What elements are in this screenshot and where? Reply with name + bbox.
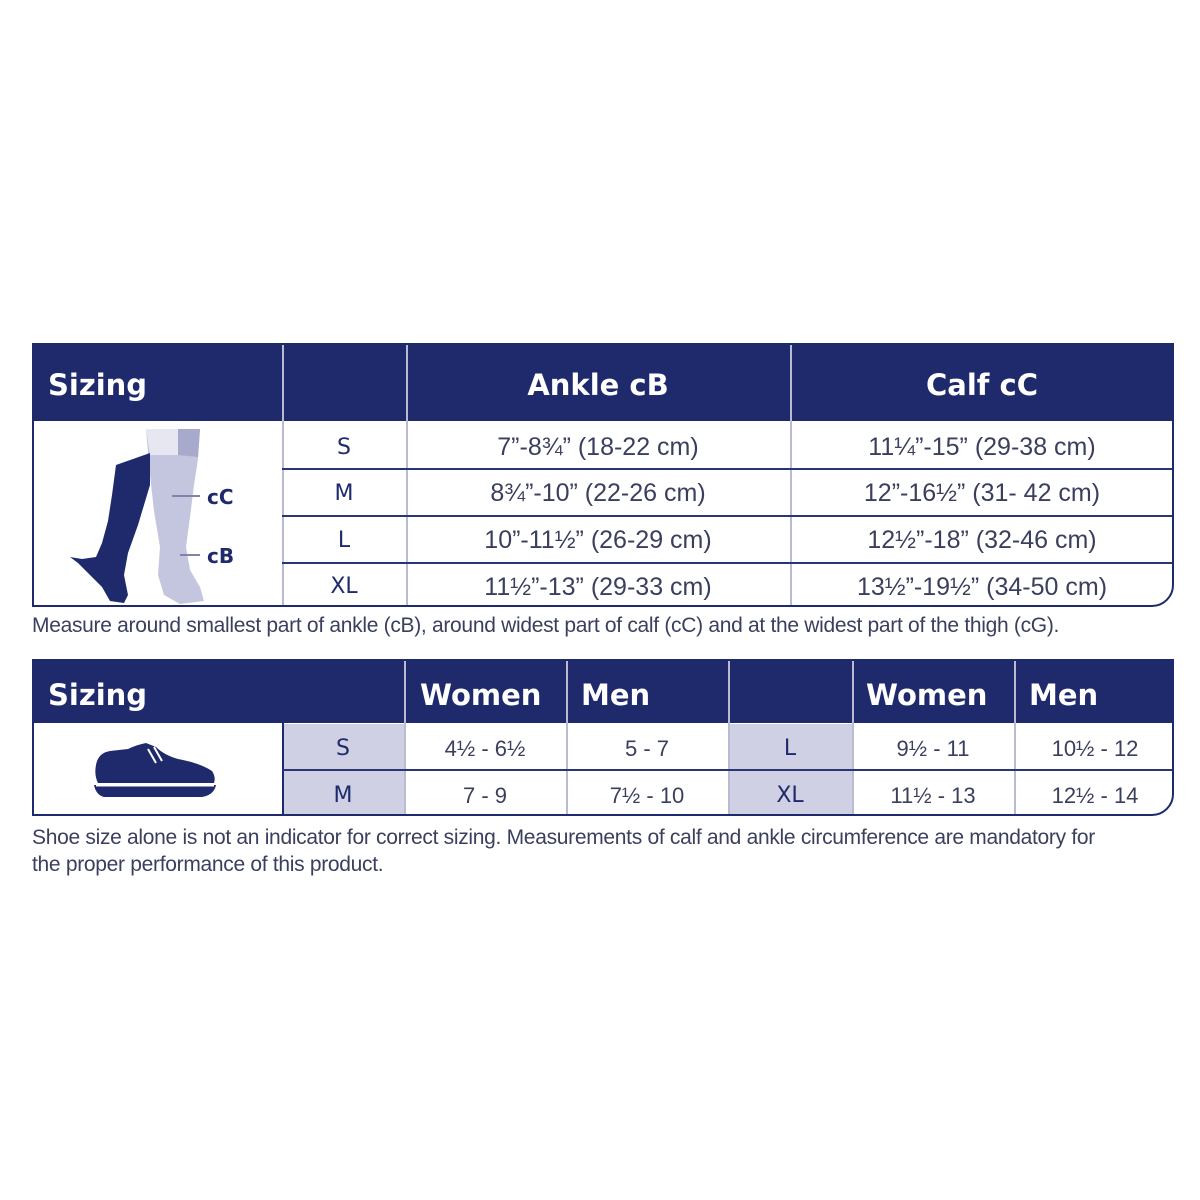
- col-divider: [282, 345, 284, 605]
- header-women-2: Women: [866, 678, 988, 712]
- measurement-note: Measure around smallest part of ankle (cB), around widest part of calf (cC) and at the widest part of the thigh (cG).: [32, 614, 1060, 637]
- men-size-s: 5 - 7: [624, 736, 670, 761]
- table-header: [34, 345, 1172, 421]
- women-size-s: 4½ - 6½: [444, 736, 526, 761]
- size-m: M: [333, 783, 353, 808]
- size-l: L: [783, 736, 797, 761]
- header-men-2: Men: [1029, 678, 1099, 712]
- shoe-size-note-line-1: Shoe size alone is not an indicator for correct sizing. Measurements of calf and ankle circumference are mandatory for: [32, 826, 1095, 849]
- men-size-xl: 12½ - 14: [1051, 783, 1139, 808]
- compression-stocking-leg-icon: [54, 425, 274, 607]
- header-sizing: Sizing: [48, 368, 148, 402]
- col-divider: [406, 345, 408, 605]
- size-m: M: [334, 481, 354, 506]
- table-header: [34, 661, 1172, 723]
- ankle-range-l: 10”-11½” (26-29 cm): [484, 526, 712, 554]
- women-size-m: 7 - 9: [462, 783, 508, 808]
- calf-range-xl: 13½”-19½” (34-50 cm): [856, 573, 1108, 601]
- calf-measure-label: cC: [207, 485, 234, 509]
- header-men-1: Men: [581, 678, 651, 712]
- ankle-measure-label: cB: [207, 544, 235, 568]
- calf-range-m: 12”-16½” (31- 42 cm): [863, 479, 1101, 507]
- shoe-size-note-line-2: the proper performance of this product.: [32, 853, 384, 876]
- size-s: S: [337, 435, 351, 460]
- col-divider: [790, 345, 792, 605]
- header-women-1: Women: [420, 678, 542, 712]
- size-xl: XL: [776, 783, 804, 808]
- header-ankle: Ankle cB: [527, 368, 669, 402]
- size-s: S: [336, 736, 350, 761]
- size-xl: XL: [330, 574, 358, 599]
- row-divider: [282, 562, 1172, 564]
- sizing-table-shoe: [32, 659, 1174, 816]
- men-size-l: 10½ - 12: [1051, 736, 1139, 761]
- sizing-table-circumference: [32, 343, 1174, 607]
- ankle-range-m: 8¾”-10” (22-26 cm): [490, 479, 706, 507]
- ankle-range-xl: 11½”-13” (29-33 cm): [484, 573, 712, 601]
- row-divider: [282, 769, 1172, 771]
- size-l: L: [337, 528, 351, 553]
- header-calf: Calf cC: [926, 368, 1038, 402]
- calf-range-l: 12½”-18” (32-46 cm): [867, 526, 1097, 554]
- calf-range-s: 11¼”-15” (29-38 cm): [868, 433, 1096, 461]
- row-divider: [282, 468, 1172, 470]
- ankle-range-s: 7”-8¾” (18-22 cm): [497, 433, 699, 461]
- header-sizing: Sizing: [48, 678, 148, 712]
- women-size-xl: 11½ - 13: [890, 783, 976, 808]
- men-size-m: 7½ - 10: [609, 783, 685, 808]
- row-divider: [282, 515, 1172, 517]
- women-size-l: 9½ - 11: [896, 736, 970, 761]
- shoe-icon: [90, 741, 220, 801]
